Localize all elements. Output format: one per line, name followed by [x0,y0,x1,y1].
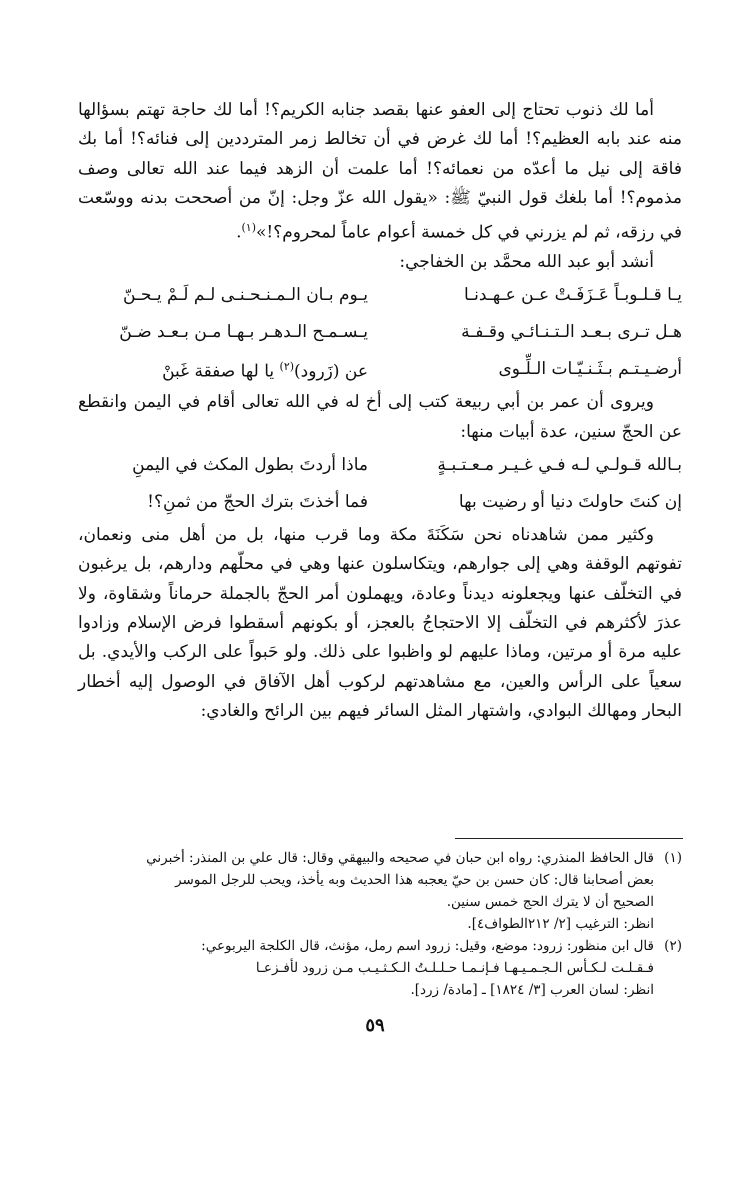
verse-line [78,351,682,388]
footnote-line: قال ابن منظور: زرود: موضع، وقيل: زرود اسم رمل، مؤنث، قال الكلجة اليربوعي: [201,938,654,954]
paragraph-1 [78,96,682,248]
hemistich-first: فـقـلـت لـكـأس الـجـمـيـهـا فـإنـمـا [461,960,654,976]
paragraph-1-end: . [236,222,242,243]
footnote-verse [94,957,654,979]
hemistich-first: بـالله قـولـي لـه فـي غـيـر مـعـتـبـةٍ [437,454,682,475]
hemistich-part: عن (زَرود) [294,362,368,383]
hemistich-second: فما أخذتَ بترك الحجّ من ثمنِ؟! [147,491,368,512]
page-number: ٥٩ [365,1015,385,1036]
paragraph-3: وكثير ممن شاهدناه نحن سَكَنَةَ مكة وما قرب منها، بل من أهل منى ونعمان، تفوتهم الوقفة وهي إلى جوارهم، ويتكاسلون عنها وهي في محلّهم ودارهم، بل يرغبون في التخلّف عنها ويجعلونه ديدناً وعادة، ويهملون أمر الحجّ بالجملة حرماناً وشقاوة، ولا عذرَ لأكثرهم في التخلّف إلا الاحتجاجُ بالعجز، أو بكونهم أسقطوا فرض الإسلام وزادوا عليه مرة أو مرتين، وماذا عليهم لو واظبوا على ذلك. ولو حَبواً على الركب والأيدي. بل سعياً على الرأس والعين، مع مشاهدتهم لركوب أهل الآفاق في الوصول إليه أخطار البحار ومهالك البوادي، واشتهار المثل السائر فيهم بين الرائح والغادي: [78,525,682,721]
footnote-2 [78,935,682,1001]
hemistich-first: هـل تـرى بـعـد الـتـنـائـي وقـفـة [461,322,682,343]
hemistich-second: يـوم بـان الـمـنـحـنـى لـم لَـمْ يـحـنّ [122,285,368,306]
paragraph-1-text: أما لك ذنوب تحتاج إلى العفو عنها بقصد جنابه الكريم؟! أما لك حاجة تهتم بسؤالها منه عند بابه العظيم؟! أما لك غرض في أن تخالط زمر المترددين إلى فنائه؟! أما بك فاقة إلى نيل ما أعدّه من نعمائه؟! أما علمت أن الزهد فيما عند الله تعالى وصف مذموم؟! أما بلغك قول النبيّ ﷺ: «يقول الله عزّ وجل: إنّ من أصححت بدنه ووسّعت في رزقه، ثم لم يزرني في كل خمسة أعوام عاماً لمحروم؟!» [78,100,682,243]
hemistich-first: يـا قـلـوبـاً عَـزَفَـتْ عـن عـهـدنـا [463,285,682,306]
verse-line [78,447,682,484]
footnote-number: (٢) [664,938,682,954]
footnote-line: انظر: الترغيب [٢/ ٢١٢الطواف٤]. [467,916,654,932]
hemistich-second [78,352,368,387]
hemistich-first: أرضـيـتـم بـثَـنـيّـات الـلِّـوى [498,359,682,380]
footnote-line: الصحيح أن لا يترك الحج خمس سنين. [446,894,654,910]
poem-1 [78,277,682,388]
footnote-separator [455,838,683,839]
footnote-ref-2: (٢) [279,360,295,374]
footnote-1 [78,847,682,935]
verse-intro-1: أنشد أبو عبد الله محمَّد بن الخفاجي: [399,252,654,273]
hemistich-second: ماذا أردتَ بطول المكث في اليمنِ [132,454,368,475]
hemistich-part: يا لها صفقة غَبنْ [162,362,280,383]
footnotes [78,847,682,1001]
footnote-line: بعض أصحابنا قال: كان حسن بن حيّ يعجبه هذا الحديث وبه يأخذ، ويحب للرجل الموسر [175,872,654,888]
hemistich-second: يـسـمـح الـدهـر بـهـا مـن بـعـد ضـنّ [119,322,368,343]
main-text [78,96,682,726]
footnote-number: (١) [664,850,682,866]
footnote-line: انظر: لسان العرب [٣/ ١٨٢٤] ـ [مادة/ زرد]. [410,982,654,998]
poem-2 [78,447,682,521]
hemistich-second: حـلـلـتُ الـكـثـيـب مـن زرود لأفـزعـا [255,960,458,976]
verse-line [78,314,682,351]
paragraph-2: ويروى أن عمر بن أبي ربيعة كتب إلى أخ له في الله تعالى أقام في اليمن وانقطع عن الحجّ سنين، عدة أبيات منها: [78,392,682,442]
verse-line [78,484,682,521]
footnote-ref-1: (١) [241,221,257,235]
hemistich-first: إن كنتَ حاولتَ دنيا أو رضيت بها [458,491,682,512]
footnote-line: قال الحافظ المنذري: رواه ابن حبان في صحيحه والبيهقي وقال: قال علي بن المنذر: أخبرني [146,850,654,866]
verse-line [78,277,682,314]
